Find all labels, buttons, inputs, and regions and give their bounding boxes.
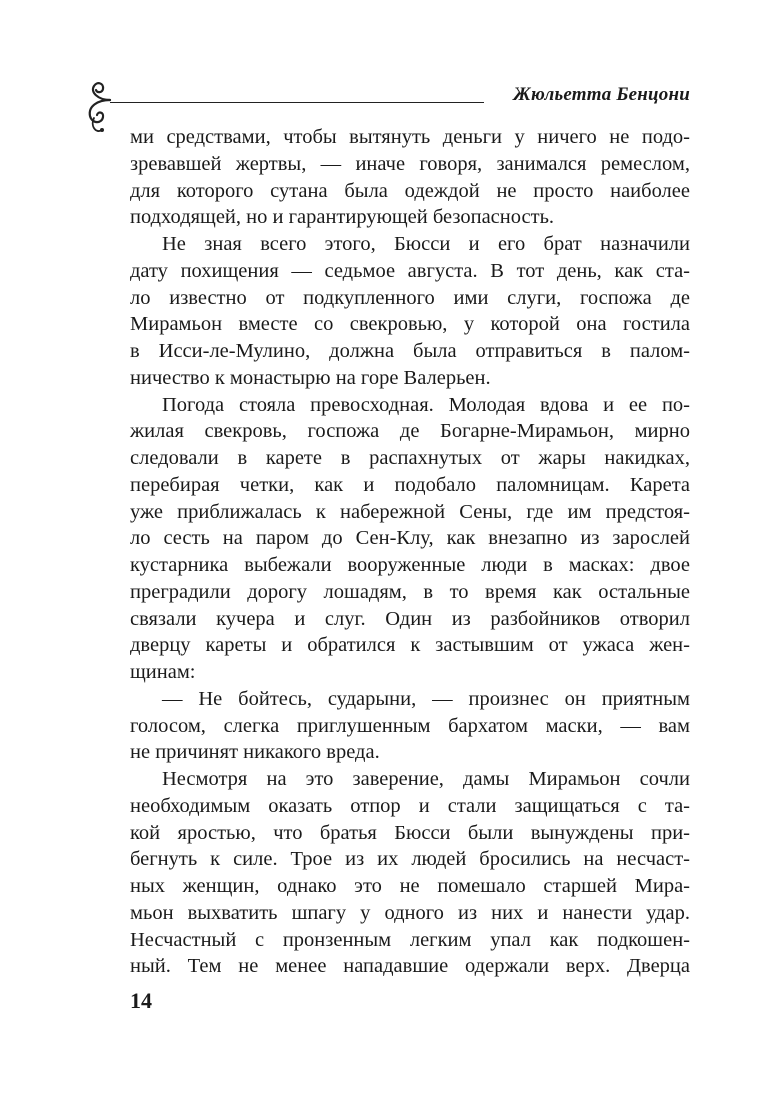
page-number: 14 (130, 988, 152, 1013)
header-rule (110, 102, 484, 103)
text-line: Мирамьон вместе со свекровью, у которой она гостила (130, 313, 690, 336)
text-line: Несчастный с пронзенным легким упал как подкошен- (130, 928, 690, 951)
text-line: не причинят никакого вреда. (130, 741, 380, 764)
text-line: ничество к монастырю на горе Валерьен. (130, 366, 491, 389)
text-line: следовали в карете в распахнутых от жары накидках, (130, 447, 690, 469)
body-text (130, 124, 690, 980)
header-ornament-icon (80, 78, 116, 138)
text-line: — Не бойтесь, сударыни, — произнес он приятным (162, 687, 690, 710)
text-line: подходящей, но и гарантирующей безопасность. (130, 206, 555, 229)
text-line: Погода стояла превосходная. Молодая вдова и ее по- (162, 393, 690, 416)
text-line: кой яростью, что братья Бюсси были вынуждены при- (130, 821, 690, 844)
running-header-author: Жюльетта Бенцони (513, 84, 690, 105)
text-line: связали кучера и слуг. Один из разбойников отворил (130, 607, 690, 630)
text-line: Не зная всего этого, Бюсси и его брат назначили (162, 233, 690, 255)
text-line: бегнуть к силе. Трое из их людей бросились на несчаст- (130, 848, 690, 871)
text-line: ми средствами, чтобы вытянуть деньги у ничего не подо- (130, 126, 690, 148)
text-line: зревавшей жертвы, — иначе говоря, занимался ремеслом, (130, 152, 690, 175)
text-line: мьон выхватить шпагу у одного из них и нанести удар. (130, 901, 690, 924)
text-line: дату похищения — седьмое августа. В тот день, как ста- (130, 259, 690, 282)
text-line: голосом, слегка приглушенным бархатом маски, — вам (130, 714, 690, 737)
text-line: перебирая четки, как и подобало паломницам. Карета (130, 473, 690, 496)
text-line: Несмотря на это заверение, дамы Мирамьон сочли (162, 768, 690, 790)
text-line: кустарника выбежали вооруженные люди в масках: двое (130, 554, 690, 576)
text-line: в Исси-ле-Мулино, должна была отправиться в палом- (130, 340, 690, 362)
text-line: ных женщин, однако это не помешало старшей Мира- (130, 875, 690, 897)
text-line: ло известно от подкупленного ими слуги, госпожа де (130, 286, 690, 309)
text-line: для которого сутана была одеждой не просто наиболее (130, 179, 690, 202)
text-line: ный. Тем не менее нападавшие одержали верх. Дверца (130, 955, 690, 978)
text-line: преградили дорогу лошадям, в то время как остальные (130, 580, 690, 603)
text-line: уже приближалась к набережной Сены, где им предстоя- (130, 500, 690, 523)
text-line: ло сесть на паром до Сен-Клу, как внезапно из зарослей (130, 527, 690, 550)
text-line: дверцу кареты и обратился к застывшим от ужаса жен- (130, 634, 690, 657)
text-line: жилая свекровь, госпожа де Богарне-Мирамьон, мирно (130, 420, 690, 443)
text-line: щинам: (130, 661, 196, 683)
text-line: необходимым оказать отпор и стали защищаться с та- (130, 794, 690, 817)
